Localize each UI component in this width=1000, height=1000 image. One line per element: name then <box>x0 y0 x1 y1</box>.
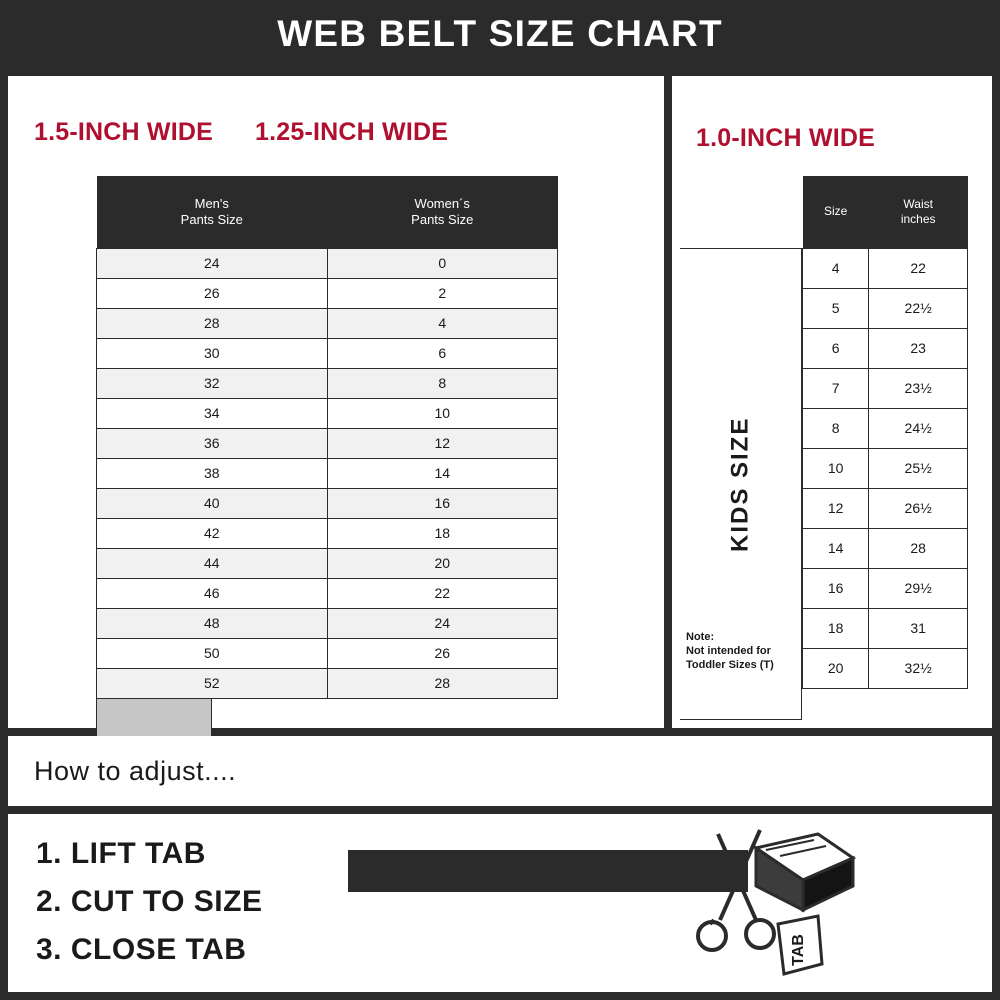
womens-size-cell: 0 <box>327 248 558 278</box>
header-kids-size: Size <box>803 176 869 248</box>
panel-title-1-5-inch: 1.5-INCH WIDE <box>34 118 214 146</box>
kids-waist-cell: 23½ <box>869 368 968 408</box>
womens-size-cell: 28 <box>327 668 558 698</box>
mens-size-cell: 34 <box>97 398 328 428</box>
kids-waist-cell: 26½ <box>869 488 968 528</box>
mens-size-cell: 52 <box>97 668 328 698</box>
panels-container <box>8 76 992 728</box>
how-to-adjust-bar <box>8 736 992 806</box>
table-row <box>97 578 558 608</box>
mens-size-cell: 50 <box>97 638 328 668</box>
kids-note-line2: Not intended for <box>686 645 771 657</box>
kids-size-cell: 20 <box>803 648 869 688</box>
tab-label: TAB <box>790 934 807 966</box>
kids-note-line3: Toddler Sizes (T) <box>686 659 774 671</box>
kids-size-cell: 8 <box>803 408 869 448</box>
mens-size-cell: 36 <box>97 428 328 458</box>
header-kids-waist <box>869 176 968 248</box>
womens-size-cell: 24 <box>327 608 558 638</box>
kids-waist-cell: 22 <box>869 248 968 288</box>
mens-size-cell: 28 <box>97 308 328 338</box>
header-mens-line2: Pants Size <box>180 211 243 227</box>
kids-note-line1: Note: <box>686 631 715 643</box>
table-row <box>803 248 968 288</box>
header-mens-line1: Men's <box>194 195 229 211</box>
kids-header-row <box>803 176 968 248</box>
table-row <box>97 248 558 278</box>
womens-size-cell: 20 <box>327 548 558 578</box>
kids-size-cell: 12 <box>803 488 869 528</box>
title-bar <box>0 0 1000 68</box>
belt-buckle-icon <box>756 834 853 910</box>
kids-size-cell: 14 <box>803 528 869 568</box>
header-womens-pants-size <box>327 176 558 248</box>
table-row <box>803 328 968 368</box>
kids-panel <box>672 76 992 728</box>
mens-size-cell: 42 <box>97 518 328 548</box>
kids-waist-cell: 22½ <box>869 288 968 328</box>
mens-size-cell: 24 <box>97 248 328 278</box>
mens-size-cell: 48 <box>97 608 328 638</box>
table-row <box>803 608 968 648</box>
table-row <box>803 448 968 488</box>
table-row <box>803 568 968 608</box>
womens-size-cell: 16 <box>327 488 558 518</box>
table-row <box>97 608 558 638</box>
belt-illustration <box>348 824 948 989</box>
group-label-kids-size: KIDS SIZE <box>680 248 802 720</box>
table-row <box>97 278 558 308</box>
table-row <box>803 648 968 688</box>
mens-size-cell: 26 <box>97 278 328 308</box>
table-row <box>97 458 558 488</box>
kids-size-cell: 7 <box>803 368 869 408</box>
steps-list <box>36 830 262 974</box>
header-waist-line2: inches <box>900 211 936 226</box>
kids-waist-cell: 32½ <box>869 648 968 688</box>
tab-flag-icon <box>778 916 822 974</box>
table-row <box>803 288 968 328</box>
womens-size-cell: 6 <box>327 338 558 368</box>
womens-size-cell: 8 <box>327 368 558 398</box>
table-row <box>97 338 558 368</box>
kids-waist-cell: 29½ <box>869 568 968 608</box>
table-row <box>803 368 968 408</box>
how-to-adjust-label: How to adjust.... <box>34 755 237 786</box>
table-row <box>803 528 968 568</box>
womens-size-cell: 26 <box>327 638 558 668</box>
mens-size-cell: 40 <box>97 488 328 518</box>
kids-note <box>686 630 798 672</box>
header-mens-pants-size <box>97 176 328 248</box>
table-row <box>97 368 558 398</box>
panel-title-1-0-inch: 1.0-INCH WIDE <box>696 124 876 152</box>
kids-waist-cell: 23 <box>869 328 968 368</box>
adult-size-table <box>96 176 558 699</box>
step-3: 3. CLOSE TAB <box>36 933 247 966</box>
womens-size-cell: 12 <box>327 428 558 458</box>
table-row <box>97 488 558 518</box>
belt-strap-icon <box>348 850 748 892</box>
mens-size-cell: 30 <box>97 338 328 368</box>
mens-size-cell: 32 <box>97 368 328 398</box>
womens-size-cell: 10 <box>327 398 558 428</box>
kids-size-cell: 16 <box>803 568 869 608</box>
step-2: 2. CUT TO SIZE <box>36 885 263 918</box>
header-womens-line2: Pants Size <box>411 211 474 227</box>
kids-waist-cell: 24½ <box>869 408 968 448</box>
kids-size-cell: 4 <box>803 248 869 288</box>
header-waist-line1: Waist <box>903 196 933 211</box>
kids-size-table <box>802 176 968 689</box>
step-1: 1. LIFT TAB <box>36 837 206 870</box>
kids-size-cell: 18 <box>803 608 869 648</box>
mens-size-cell: 44 <box>97 548 328 578</box>
womens-size-cell: 2 <box>327 278 558 308</box>
table-row <box>97 638 558 668</box>
table-row <box>97 428 558 458</box>
steps-panel <box>8 814 992 992</box>
kids-size-cell: 5 <box>803 288 869 328</box>
table-row <box>97 398 558 428</box>
table-row <box>97 668 558 698</box>
table-row <box>97 308 558 338</box>
table-row <box>97 518 558 548</box>
kids-waist-cell: 25½ <box>869 448 968 488</box>
adult-panel <box>8 76 664 728</box>
mens-size-cell: 38 <box>97 458 328 488</box>
page-title: WEB BELT SIZE CHART <box>277 13 723 54</box>
kids-waist-cell: 31 <box>869 608 968 648</box>
womens-size-cell: 4 <box>327 308 558 338</box>
table-row <box>803 488 968 528</box>
womens-size-cell: 18 <box>327 518 558 548</box>
kids-waist-cell: 28 <box>869 528 968 568</box>
table-row <box>97 548 558 578</box>
womens-size-cell: 14 <box>327 458 558 488</box>
table-header-row <box>97 176 558 248</box>
kids-size-cell: 10 <box>803 448 869 488</box>
mens-size-cell: 46 <box>97 578 328 608</box>
womens-size-cell: 22 <box>327 578 558 608</box>
panel-title-1-25-inch: 1.25-INCH WIDE <box>255 118 449 146</box>
table-row <box>803 408 968 448</box>
header-womens-line1: Women´s <box>414 195 470 211</box>
kids-size-cell: 6 <box>803 328 869 368</box>
